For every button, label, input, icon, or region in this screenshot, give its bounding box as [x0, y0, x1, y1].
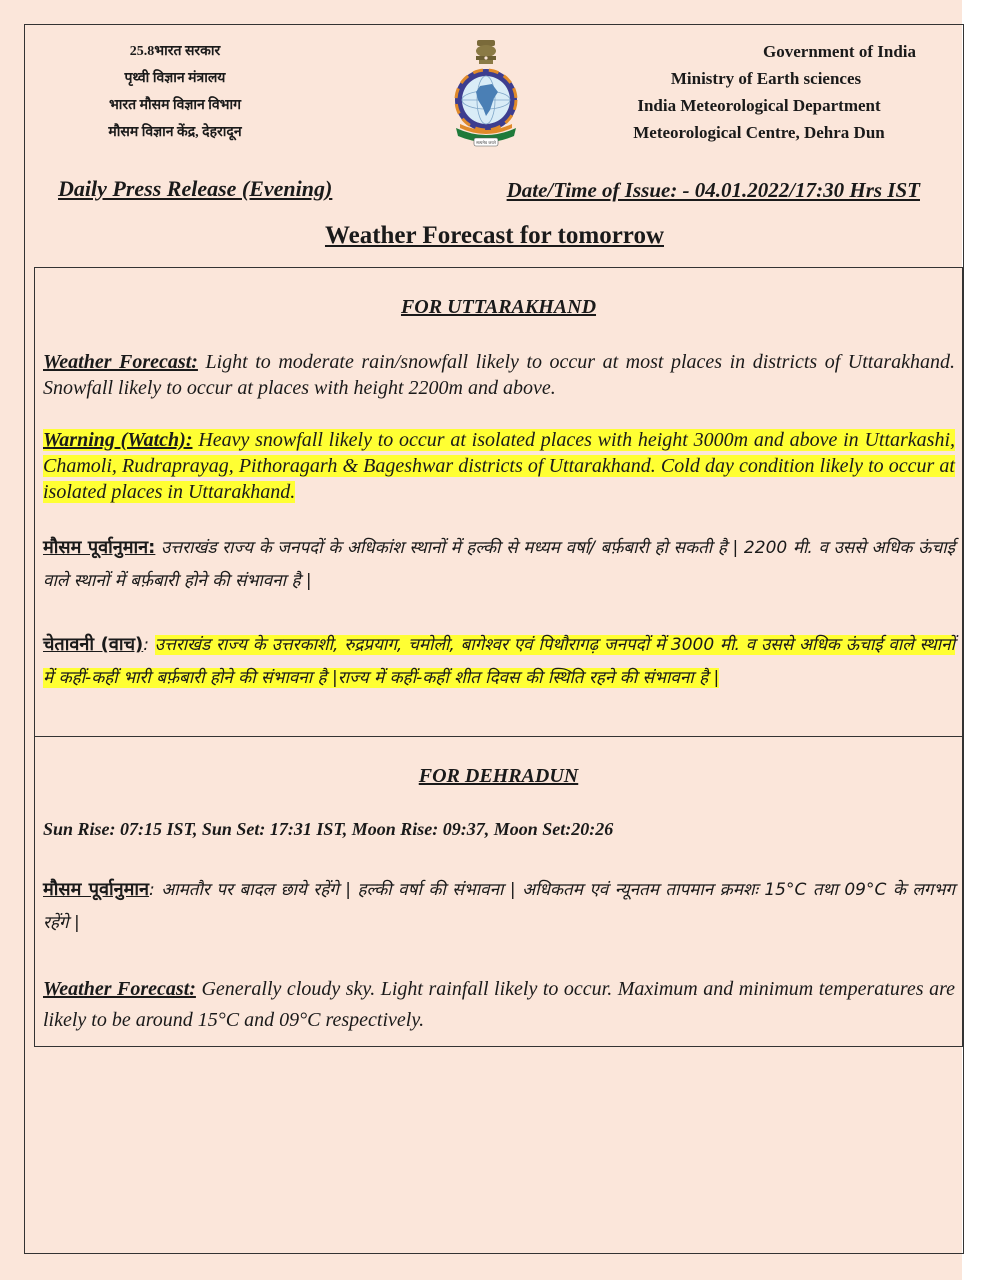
dehradun-hindi-forecast	[43, 873, 955, 940]
header-hindi-line: भारत मौसम विज्ञान विभाग	[108, 98, 242, 113]
uttarakhand-forecast	[43, 349, 955, 401]
warning-label: Warning (Watch):	[43, 429, 193, 451]
hindi-forecast-label: मौसम पूर्वानुमान	[43, 879, 150, 900]
header-english-line: Government of India	[763, 42, 916, 61]
uttarakhand-hindi-warning	[43, 628, 955, 695]
warning-text: Heavy snowfall likely to occur at isolated places with height 3000m and above in Uttarkashi, Chamoli, Rudraprayag, Pithoragarh & Bageshwar districts of Uttarakhand. Cold day condition likely to occur at isolated places in Uttarakhand.	[43, 429, 955, 503]
sun-moon-times: Sun Rise: 07:15 IST, Sun Set: 17:31 IST, Moon Rise: 09:37, Moon Set:20:26	[43, 819, 614, 839]
hindi-warning-colon: :	[143, 635, 155, 655]
hindi-warning-label: चेतावनी (वाच)	[43, 634, 144, 655]
uttarakhand-warning	[43, 427, 955, 505]
uttarakhand-section	[34, 267, 963, 737]
dehradun-forecast	[43, 974, 955, 1036]
header-hindi-line: 25.8भारत सरकार	[129, 44, 221, 59]
header-hindi	[80, 38, 270, 146]
header-english-line: Ministry of Earth sciences	[670, 69, 862, 88]
forecast-text: Light to moderate rain/snowfall likely to occur at most places in districts of Uttarakhand. Snowfall likely to occur at places with height 2200m and above.	[43, 351, 955, 399]
header-english	[600, 38, 918, 146]
main-title: Weather Forecast for tomorrow	[324, 222, 664, 249]
issue-datetime: Date/Time of Issue: - 04.01.2022/17:30 Hrs IST	[506, 178, 920, 202]
uttarakhand-hindi-forecast	[43, 531, 955, 598]
dehradun-section	[34, 736, 963, 1047]
header-hindi-line: मौसम विज्ञान केंद्र, देहरादून	[108, 125, 242, 140]
release-title: Daily Press Release (Evening)	[58, 176, 333, 201]
header-english-line: India Meteorological Department	[637, 96, 881, 115]
forecast-label: Weather Forecast:	[43, 351, 198, 373]
hindi-forecast-label: मौसम पूर्वानुमान:	[43, 537, 156, 558]
header-english-line: Meteorological Centre, Dehra Dun	[633, 123, 885, 142]
hindi-warning-text: उत्तराखंड राज्य के उत्तरकाशी, रुद्रप्रयाग, चमोली, बागेश्वर एवं पिथौरागढ़ जनपदों में 3000 मी. व उससे अधिक ऊंचाई वाले स्थानों में कहीं-कहीं भारी बर्फ़बारी होने की संभावना है |राज्य में कहीं-कहीं शीत दिवस की स्थिति रहने की संभावना है |	[43, 635, 955, 688]
dehradun-heading: FOR DEHRADUN	[418, 765, 579, 787]
forecast-text: Generally cloudy sky. Light rainfall likely to occur. Maximum and minimum temperatures are likely to be around 15°C and 09°C respectively.	[43, 978, 955, 1031]
emblem-motto: सत्यमेव जयते	[476, 140, 496, 146]
header-hindi-line: पृथ्वी विज्ञान मंत्रालय	[124, 71, 226, 86]
forecast-label: Weather Forecast:	[43, 978, 196, 1000]
imd-emblem-icon	[450, 38, 522, 150]
uttarakhand-heading: FOR UTTARAKHAND	[400, 296, 597, 318]
hindi-forecast-text: उत्तराखंड राज्य के जनपदों के अधिकांश स्थानों में हल्की से मध्यम वर्षा/ बर्फ़बारी हो सकती है | 2200 मी. व उससे अधिक ऊंचाई वाले स्थानों में बर्फ़बारी होने की संभावना है |	[43, 538, 955, 591]
hindi-forecast-text: : आमतौर पर बादल छाये रहेंगे | हल्की वर्षा की संभावना | अधिकतम एवं न्यूनतम तापमान क्रमशः 15°C तथा 09°C के लगभग रहेंगे |	[43, 880, 955, 933]
